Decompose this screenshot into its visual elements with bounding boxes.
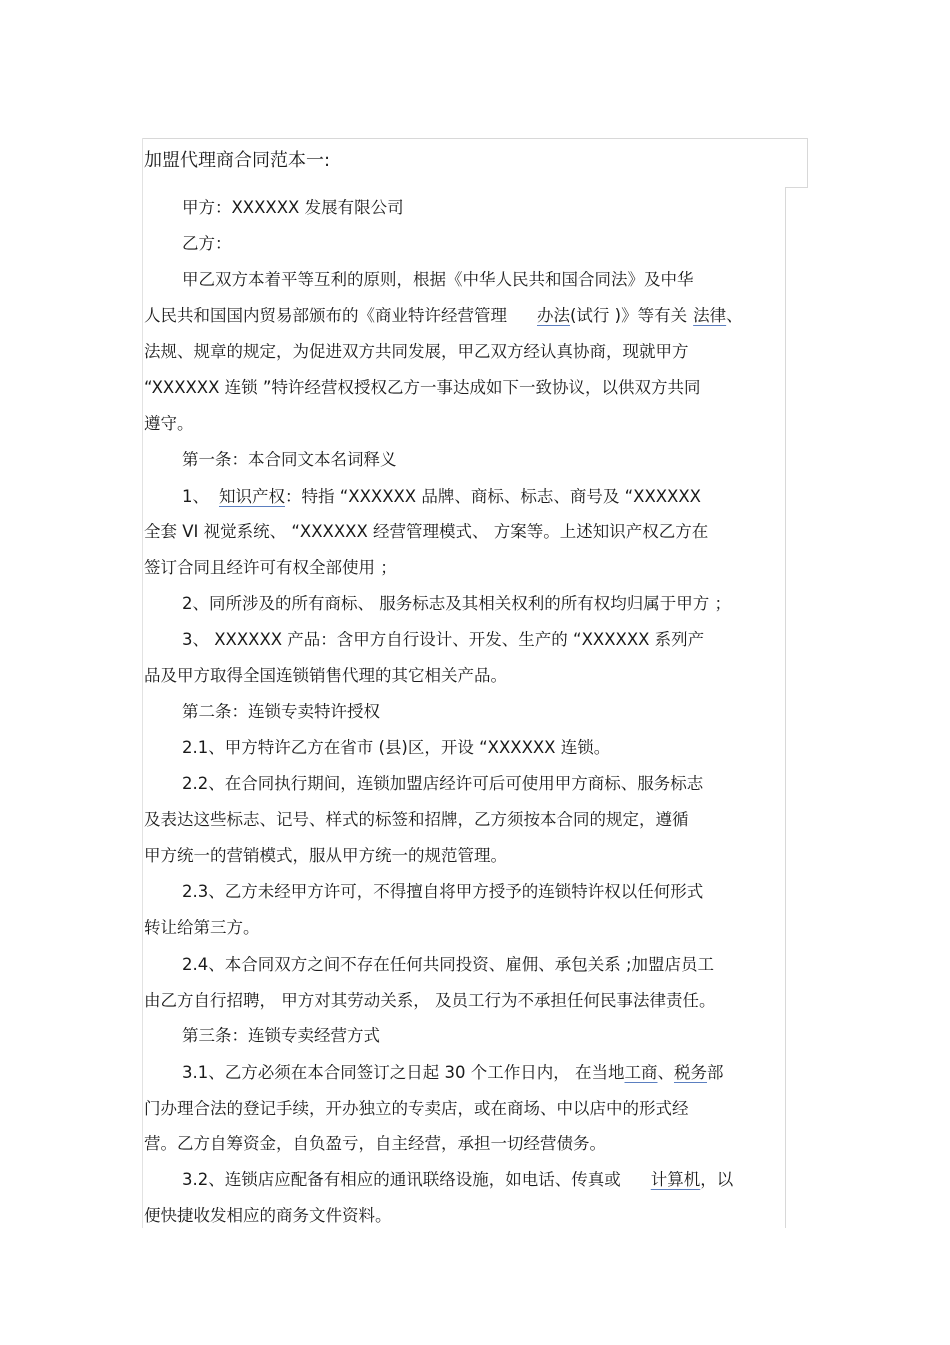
text-span: 1、 bbox=[182, 487, 209, 506]
text-span: 3.1、乙方必须在本合同签订之日起 30 个工作日内， 在当地 bbox=[182, 1063, 625, 1082]
link-term[interactable]: 知识产权 bbox=[219, 487, 285, 506]
page-frame-right bbox=[785, 187, 786, 1228]
clause-line: 2.3、乙方未经甲方许可，不得擅自将甲方授予的连锁特许权以任何形式 bbox=[182, 882, 704, 901]
party-a-line: 甲方：XXXXXX 发展有限公司 bbox=[182, 198, 404, 217]
party-b-line: 乙方： bbox=[182, 234, 232, 253]
clause-line: 2、同所涉及的所有商标、 服务标志及其相关权利的所有权均归属于甲方 ； bbox=[182, 594, 731, 613]
clause-line: 门办理合法的登记手续，开办独立的专卖店，或在商场、中以店中的形式经 bbox=[144, 1099, 689, 1118]
article-heading: 第三条：连锁专卖经营方式 bbox=[182, 1026, 380, 1045]
clause-line: 便快捷收发相应的商务文件资料。 bbox=[144, 1206, 392, 1225]
preamble-line: 法规、规章的规定，为促进双方共同发展，甲乙双方经认真协商，现就甲方 bbox=[144, 342, 689, 361]
clause-line: 全套 VI 视觉系统、 “XXXXXX 经营管理模式、 方案等。上述知识产权乙方在 bbox=[144, 522, 709, 541]
link-term[interactable]: 法律 bbox=[693, 306, 727, 325]
clause-line bbox=[182, 1169, 733, 1191]
text-span: 部 bbox=[706, 1063, 724, 1082]
text-span: ：特指 “XXXXXX 品牌、商标、标志、商号及 “XXXXXX bbox=[285, 487, 701, 506]
clause-line: 3、 XXXXXX 产品：含甲方自行设计、开发、生产的 “XXXXXX 系列产 bbox=[182, 630, 705, 649]
text-span: 、 bbox=[726, 306, 743, 325]
clause-line: 2.4、本合同双方之间不存在任何共同投资、雇佣、承包关系 ;加盟店员工 bbox=[182, 955, 715, 974]
clause-line bbox=[182, 486, 701, 508]
preamble-line: “XXXXXX 连锁 ”特许经营权授权乙方一事达成如下一致协议，以供双方共同 bbox=[144, 378, 701, 397]
article-heading: 第一条：本合同文本名词释义 bbox=[182, 450, 397, 469]
clause-line bbox=[182, 1062, 723, 1084]
text-span: ，以 bbox=[700, 1170, 734, 1189]
page-frame-top bbox=[142, 138, 808, 139]
page-frame-tab-bottom bbox=[785, 187, 808, 188]
link-term[interactable]: 工商 bbox=[624, 1063, 658, 1082]
text-span: 、 bbox=[657, 1063, 674, 1082]
document-title: 加盟代理商合同范本一: bbox=[144, 150, 331, 171]
text-span: (试行 )》等有关 bbox=[570, 306, 688, 325]
clause-line: 签订合同且经许可有权全部使用 ； bbox=[144, 558, 397, 577]
preamble-line bbox=[144, 305, 743, 327]
clause-line: 2.1、甲方特许乙方在省市 (县)区，开设 “XXXXXX 连锁。 bbox=[182, 738, 611, 757]
page-frame-left bbox=[142, 138, 143, 1228]
clause-line: 品及甲方取得全国连锁销售代理的其它相关产品。 bbox=[144, 666, 507, 685]
preamble-line: 甲乙双方本着平等互利的原则，根据《中华人民共和国合同法》及中华 bbox=[182, 270, 694, 289]
clause-line: 转让给第三方。 bbox=[144, 918, 260, 937]
clause-line: 甲方统一的营销模式，服从甲方统一的规范管理。 bbox=[144, 846, 507, 865]
page-frame-tab-right bbox=[807, 138, 808, 188]
clause-line: 及表达这些标志、记号、样式的标签和招牌，乙方须按本合同的规定，遵循 bbox=[144, 810, 689, 829]
clause-line: 营。乙方自筹资金，自负盈亏，自主经营，承担一切经营债务。 bbox=[144, 1134, 606, 1153]
article-heading: 第二条：连锁专卖特许授权 bbox=[182, 702, 380, 721]
link-term[interactable]: 办法 bbox=[537, 306, 570, 325]
clause-line: 由乙方自行招聘， 甲方对其劳动关系， 及员工行为不承担任何民事法律责任。 bbox=[144, 991, 716, 1010]
preamble-line: 遵守。 bbox=[144, 414, 194, 433]
text-span: 人民共和国国内贸易部颁布的《商业特许经营管理 bbox=[144, 306, 507, 325]
clause-line: 2.2、在合同执行期间，连锁加盟店经许可后可使用甲方商标、服务标志 bbox=[182, 774, 704, 793]
text-span: 3.2、连锁店应配备有相应的通讯联络设施，如电话、传真或 bbox=[182, 1170, 621, 1189]
link-term[interactable]: 计算机 bbox=[650, 1170, 701, 1189]
link-term[interactable]: 税务 bbox=[673, 1063, 707, 1082]
